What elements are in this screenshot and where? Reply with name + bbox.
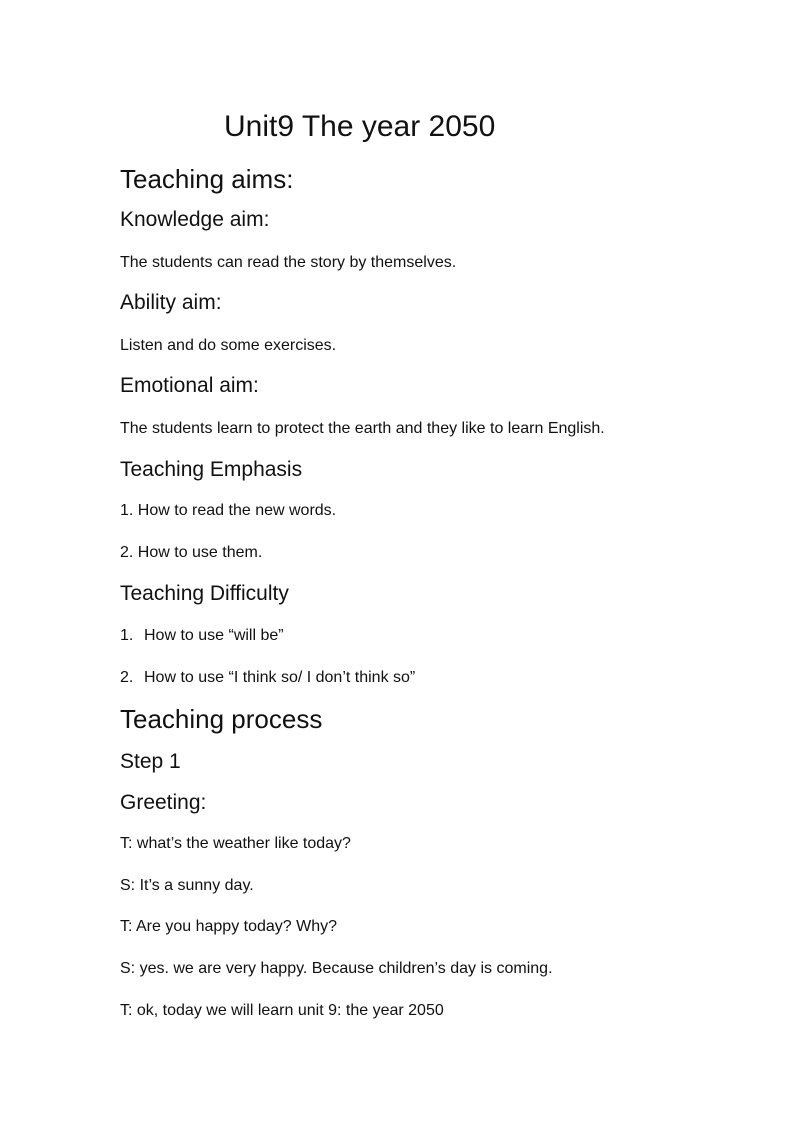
emotional-aim-heading: Emotional aim: [120, 374, 259, 397]
greeting-heading: Greeting: [120, 791, 207, 814]
knowledge-aim-text: The students can read the story by themselves. [120, 254, 457, 271]
dialogue-line: S: It’s a sunny day. [120, 877, 254, 894]
ability-aim-heading: Ability aim: [120, 291, 222, 314]
dialogue-line: S: yes. we are very happy. Because children’s day is coming. [120, 960, 553, 977]
teaching-difficulty-heading: Teaching Difficulty [120, 582, 289, 605]
dialogue-line: T: Are you happy today? Why? [120, 918, 338, 935]
teaching-process-heading: Teaching process [120, 704, 323, 734]
difficulty-item-text: How to use “I think so/ I don’t think so” [144, 669, 416, 686]
difficulty-item-number: 2. [120, 669, 134, 686]
teaching-aims-heading: Teaching aims: [120, 164, 294, 194]
emotional-aim-text: The students learn to protect the earth and they like to learn English. [120, 420, 605, 437]
difficulty-item-text: How to use “will be” [144, 627, 284, 644]
knowledge-aim-heading: Knowledge aim: [120, 208, 270, 231]
emphasis-item: 1. How to read the new words. [120, 502, 337, 519]
difficulty-item [120, 627, 284, 645]
dialogue-line: T: ok, today we will learn unit 9: the year 2050 [120, 1002, 444, 1019]
step-heading: Step 1 [120, 750, 181, 773]
difficulty-item-number: 1. [120, 627, 134, 644]
difficulty-item [120, 669, 415, 687]
ability-aim-text: Listen and do some exercises. [120, 337, 337, 354]
teaching-emphasis-heading: Teaching Emphasis [120, 458, 303, 481]
dialogue-line: T: what’s the weather like today? [120, 835, 351, 852]
emphasis-item: 2. How to use them. [120, 544, 263, 561]
document-title: Unit9 The year 2050 [224, 110, 496, 143]
